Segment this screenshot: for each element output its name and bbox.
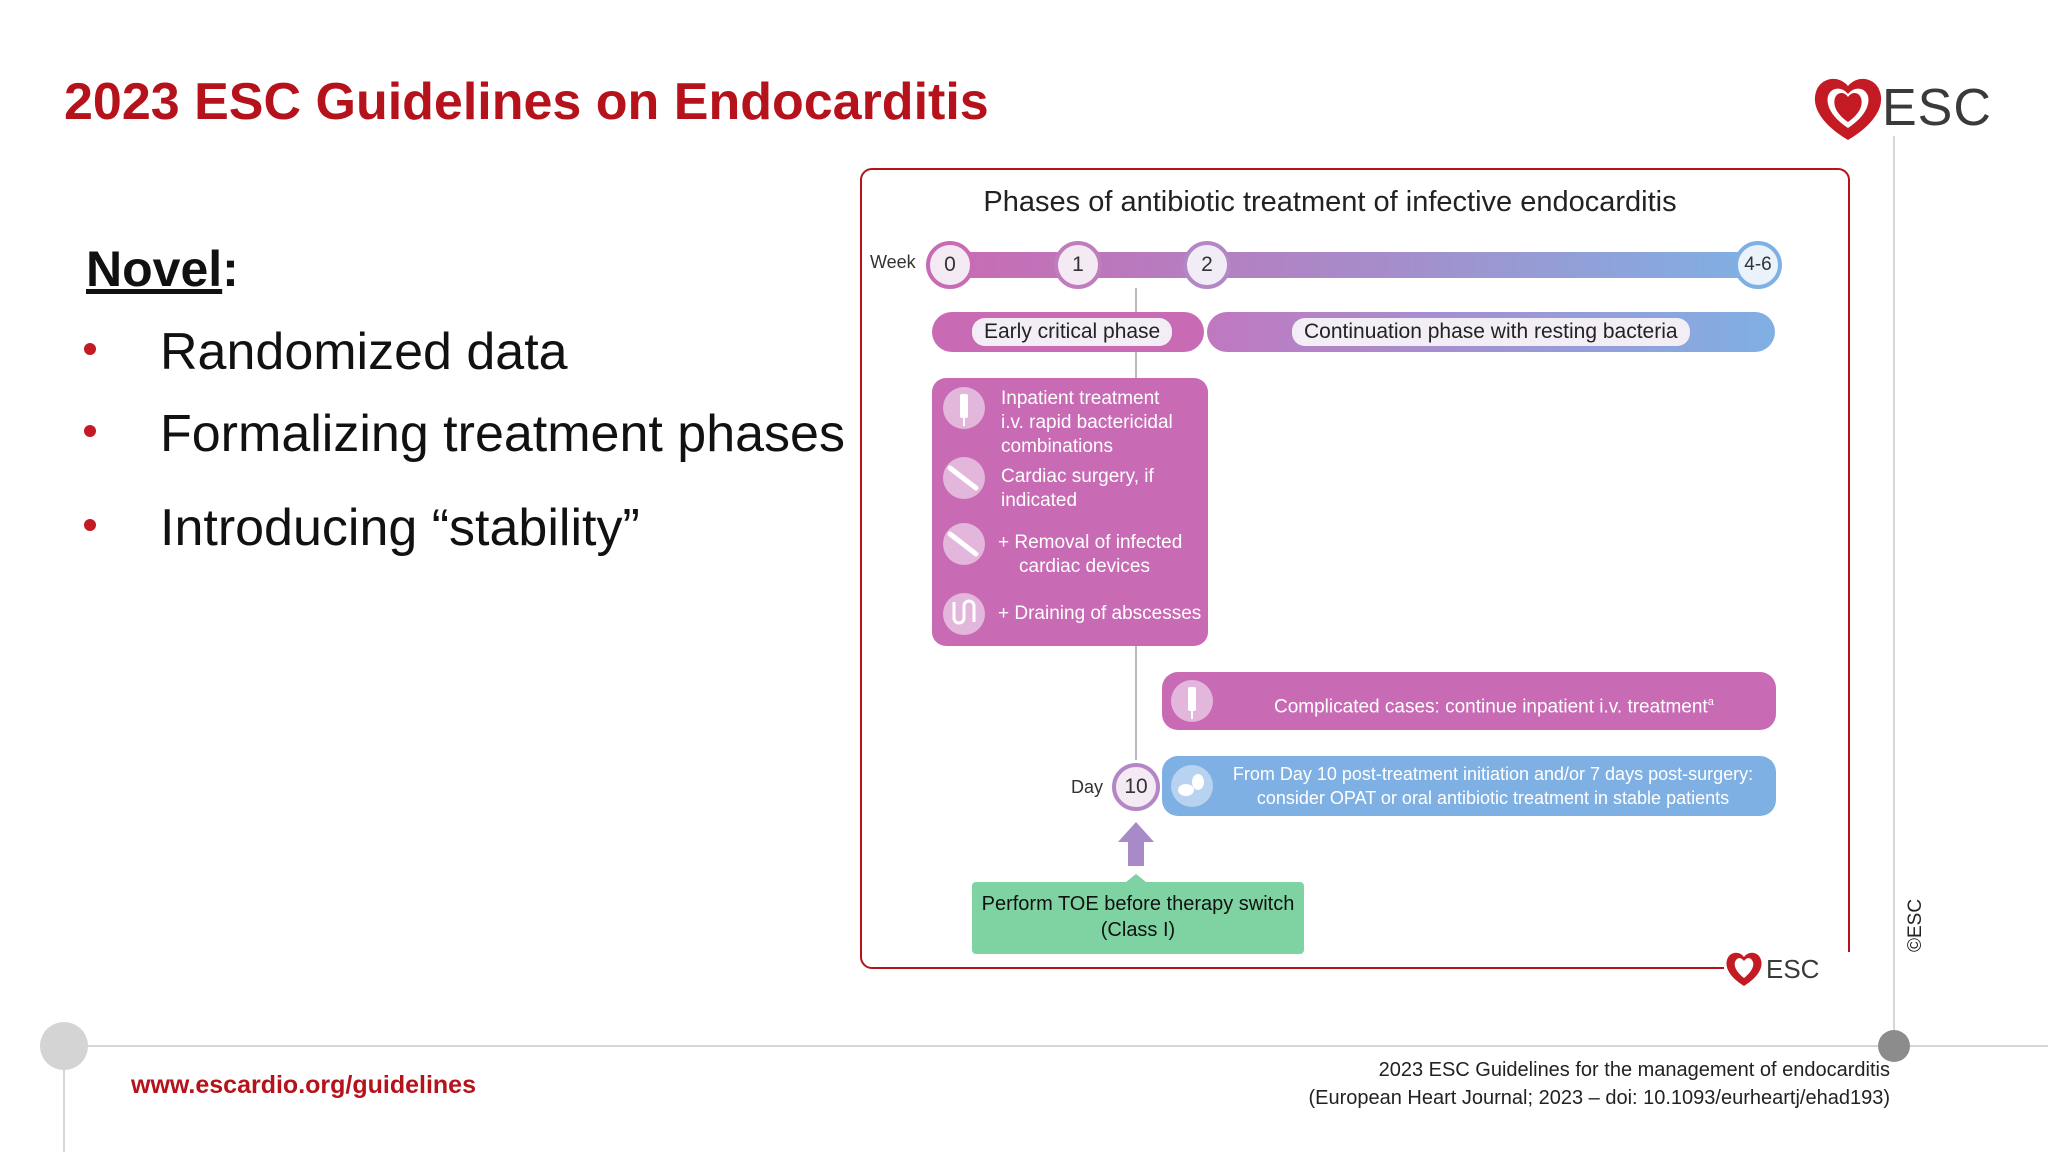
figure-esc-logo-text: ESC bbox=[1766, 954, 1820, 984]
footer-ref-line-2: (European Heart Journal; 2023 – doi: 10.1093/eurheartj/ehad193) bbox=[1308, 1087, 1890, 1109]
complicated-footnote: a bbox=[1707, 696, 1714, 708]
figure-title: Phases of antibiotic treatment of infective endocarditis bbox=[983, 186, 1677, 218]
bullet-text: Introducing “stability” bbox=[160, 499, 640, 557]
arrow-up-icon bbox=[1118, 822, 1154, 866]
copyright-label: ©ESC bbox=[1905, 898, 1926, 952]
box-line: Inpatient treatment bbox=[1001, 388, 1160, 409]
novel-colon: : bbox=[222, 241, 239, 297]
scalpel-icon bbox=[943, 523, 985, 565]
week-2-label: 2 bbox=[1201, 253, 1213, 276]
toe-line-1: Perform TOE before therapy switch bbox=[981, 893, 1295, 915]
opat-line-1: From Day 10 post-treatment initiation and/or 7 days post-surgery: bbox=[1232, 764, 1754, 784]
box-line: indicated bbox=[1001, 490, 1078, 511]
box-line: cardiac devices bbox=[1019, 556, 1150, 577]
day-10-value: 10 bbox=[1124, 775, 1148, 798]
continuation-phase-label: Continuation phase with resting bacteria bbox=[1292, 318, 1690, 346]
complicated-cases-label bbox=[1274, 690, 1714, 719]
footer-url-link[interactable]: www.escardio.org/guidelines bbox=[131, 1071, 476, 1099]
drain-icon bbox=[943, 593, 985, 635]
week-1-label: 1 bbox=[1072, 253, 1084, 276]
syringe-icon bbox=[943, 387, 985, 429]
esc-logo-text: ESC bbox=[1882, 79, 1992, 137]
box-line: Cardiac surgery, if bbox=[1001, 466, 1154, 487]
opat-line-2: consider OPAT or oral antibiotic treatment in stable patients bbox=[1256, 788, 1730, 808]
week-4-6-label: 4-6 bbox=[1744, 254, 1772, 275]
left-footer-dot bbox=[40, 1022, 88, 1070]
pills-icon bbox=[1171, 765, 1213, 807]
box-line: + Draining of abscesses bbox=[998, 603, 1202, 624]
novel-label: Novel bbox=[86, 241, 223, 297]
box-line: combinations bbox=[1001, 436, 1113, 457]
box-line: + Removal of infected bbox=[998, 532, 1183, 553]
bullet-text: Formalizing treatment phases bbox=[160, 405, 845, 463]
week-label: Week bbox=[870, 252, 916, 272]
footer-ref-line-1: 2023 ESC Guidelines for the management of endocarditis bbox=[1378, 1059, 1890, 1081]
scalpel-icon bbox=[943, 457, 985, 499]
week-0-label: 0 bbox=[944, 253, 956, 276]
bullet-text: Randomized data bbox=[160, 323, 568, 381]
day-label: Day bbox=[1071, 777, 1104, 797]
box-line: i.v. rapid bactericidal bbox=[1001, 412, 1173, 433]
toe-line-2: (Class I) bbox=[1100, 919, 1176, 941]
complicated-text: Complicated cases: continue inpatient i.v. treatment bbox=[1274, 696, 1708, 718]
footer-reference bbox=[1200, 1056, 1890, 1112]
syringe-icon bbox=[1171, 680, 1213, 722]
early-phase-label: Early critical phase bbox=[972, 318, 1172, 346]
slide-title: 2023 ESC Guidelines on Endocarditis bbox=[64, 73, 989, 131]
